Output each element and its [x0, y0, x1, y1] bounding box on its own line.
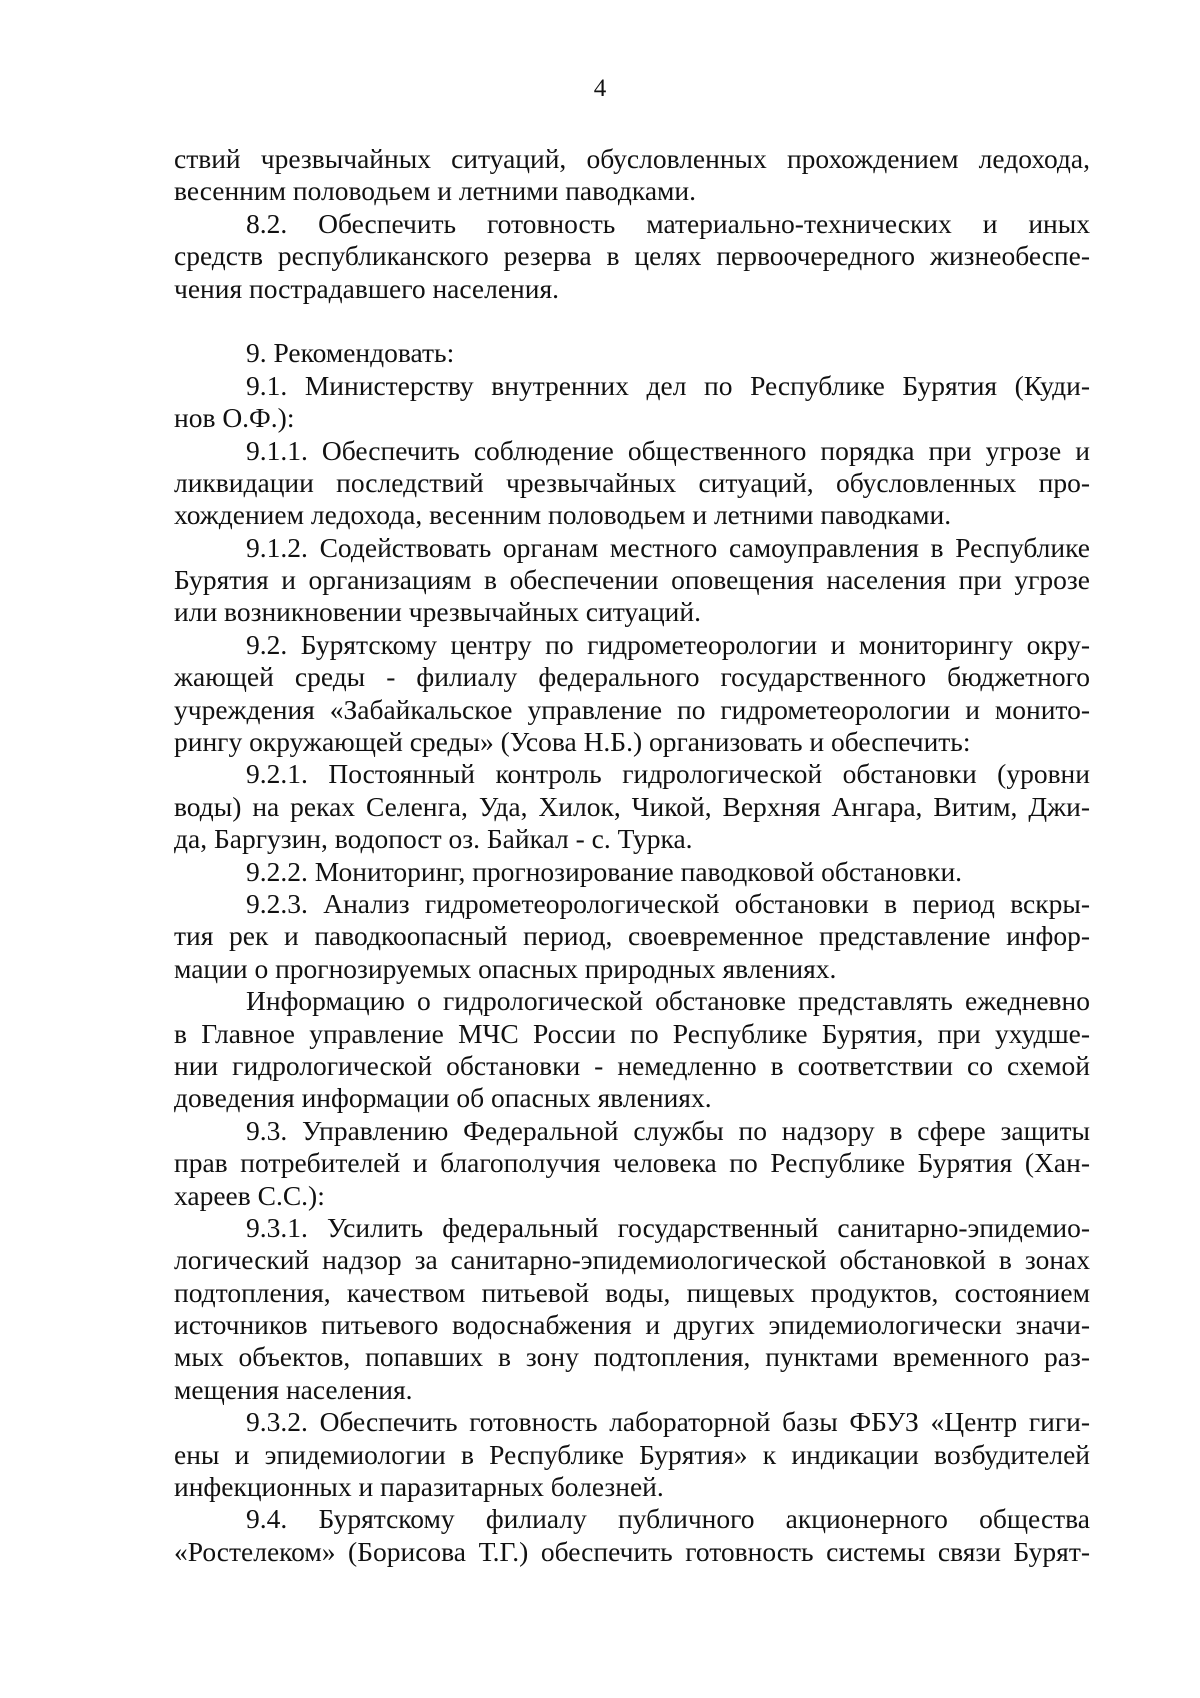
text-line: тия рек и паводкоопасный период, своевременное представление инфор- — [174, 920, 1090, 952]
paragraph-gap — [174, 305, 1090, 337]
text-line: Информацию о гидрологической обстановке представлять ежедневно — [246, 985, 1090, 1017]
page-number: 4 — [593, 75, 607, 102]
text-line: «Ростелеком» (Борисова Т.Г.) обеспечить готовность системы связи Бурят- — [174, 1535, 1090, 1567]
text-line: 9.4. Бурятскому филиалу публичного акционерного общества — [246, 1503, 1090, 1535]
text-line: рингу окружающей среды» (Усова Н.Б.) организовать и обеспечить: — [174, 726, 971, 758]
text-line: 9. Рекомендовать: — [246, 337, 455, 369]
text-line: 9.2.2. Мониторинг, прогнозирование паводковой обстановки. — [246, 855, 963, 887]
text-line: да, Баргузин, водопост оз. Байкал - с. Турка. — [174, 823, 693, 855]
text-line: мых объектов, попавших в зону подтопления, пунктами временного раз- — [174, 1341, 1090, 1373]
text-line: источников питьевого водоснабжения и других эпидемиологически значи- — [174, 1309, 1090, 1341]
text-line: чения пострадавшего населения. — [174, 272, 559, 304]
text-line: учреждения «Забайкальское управление по гидрометеорологии и монито- — [174, 693, 1090, 725]
text-line: логический надзор за санитарно-эпидемиологической обстановкой в зонах — [174, 1244, 1090, 1276]
text-line: доведения информации об опасных явлениях. — [174, 1082, 712, 1114]
text-line: в Главное управление МЧС России по Республике Бурятия, при ухудше- — [174, 1017, 1090, 1049]
text-line: 9.2.3. Анализ гидрометеорологической обстановки в период вскры- — [246, 887, 1090, 919]
text-line: 9.1.1. Обеспечить соблюдение общественного порядка при угрозе и — [246, 434, 1090, 466]
text-line: мещения населения. — [174, 1373, 413, 1405]
text-line: 9.3. Управлению Федеральной службы по надзору в сфере защиты — [246, 1114, 1090, 1146]
text-line: весенним половодьем и летними паводками. — [174, 175, 697, 207]
text-line: 9.2. Бурятскому центру по гидрометеорологии и мониторингу окру- — [246, 628, 1090, 660]
document-body — [174, 143, 1090, 1568]
text-line: прав потребителей и благополучия человека по Республике Бурятия (Хан- — [174, 1147, 1090, 1179]
text-line: средств республиканского резерва в целях первоочередного жизнеобеспе- — [174, 240, 1090, 272]
text-line: жающей среды - филиалу федерального государственного бюджетного — [174, 661, 1090, 693]
text-line: ликвидации последствий чрезвычайных ситуаций, обусловленных про- — [174, 466, 1090, 498]
text-line: 8.2. Обеспечить готовность материально-технических и иных — [246, 207, 1090, 239]
text-line: инфекционных и паразитарных болезней. — [174, 1471, 664, 1503]
text-line: 9.1. Министерству внутренних дел по Республике Бурятия (Куди- — [246, 369, 1090, 401]
text-line: 9.3.1. Усилить федеральный государственный санитарно-эпидемио- — [246, 1211, 1090, 1243]
text-line: или возникновении чрезвычайных ситуаций. — [174, 596, 701, 628]
text-line: мации о прогнозируемых опасных природных явлениях. — [174, 952, 837, 984]
text-line: подтопления, качеством питьевой воды, пищевых продуктов, состоянием — [174, 1276, 1090, 1308]
text-line: 9.1.2. Содействовать органам местного самоуправления в Республике — [246, 531, 1090, 563]
text-line: нов О.Ф.): — [174, 402, 295, 434]
text-line: 9.2.1. Постоянный контроль гидрологической обстановки (уровни — [246, 758, 1090, 790]
text-line: ствий чрезвычайных ситуаций, обусловленных прохождением ледохода, — [174, 143, 1090, 174]
text-line: ены и эпидемиологии в Республике Бурятия» к индикации возбудителей — [174, 1438, 1090, 1470]
text-line: нии гидрологической обстановки - немедленно в соответствии со схемой — [174, 1049, 1090, 1081]
text-line: хареев С.С.): — [174, 1179, 325, 1211]
text-line: 9.3.2. Обеспечить готовность лабораторной базы ФБУЗ «Центр гиги- — [246, 1406, 1090, 1438]
text-line: воды) на реках Селенга, Уда, Хилок, Чикой, Верхняя Ангара, Витим, Джи- — [174, 790, 1090, 822]
text-line: Бурятия и организациям в обеспечении оповещения населения при угрозе — [174, 564, 1090, 596]
text-line: хождением ледохода, весенним половодьем и летними паводками. — [174, 499, 952, 531]
